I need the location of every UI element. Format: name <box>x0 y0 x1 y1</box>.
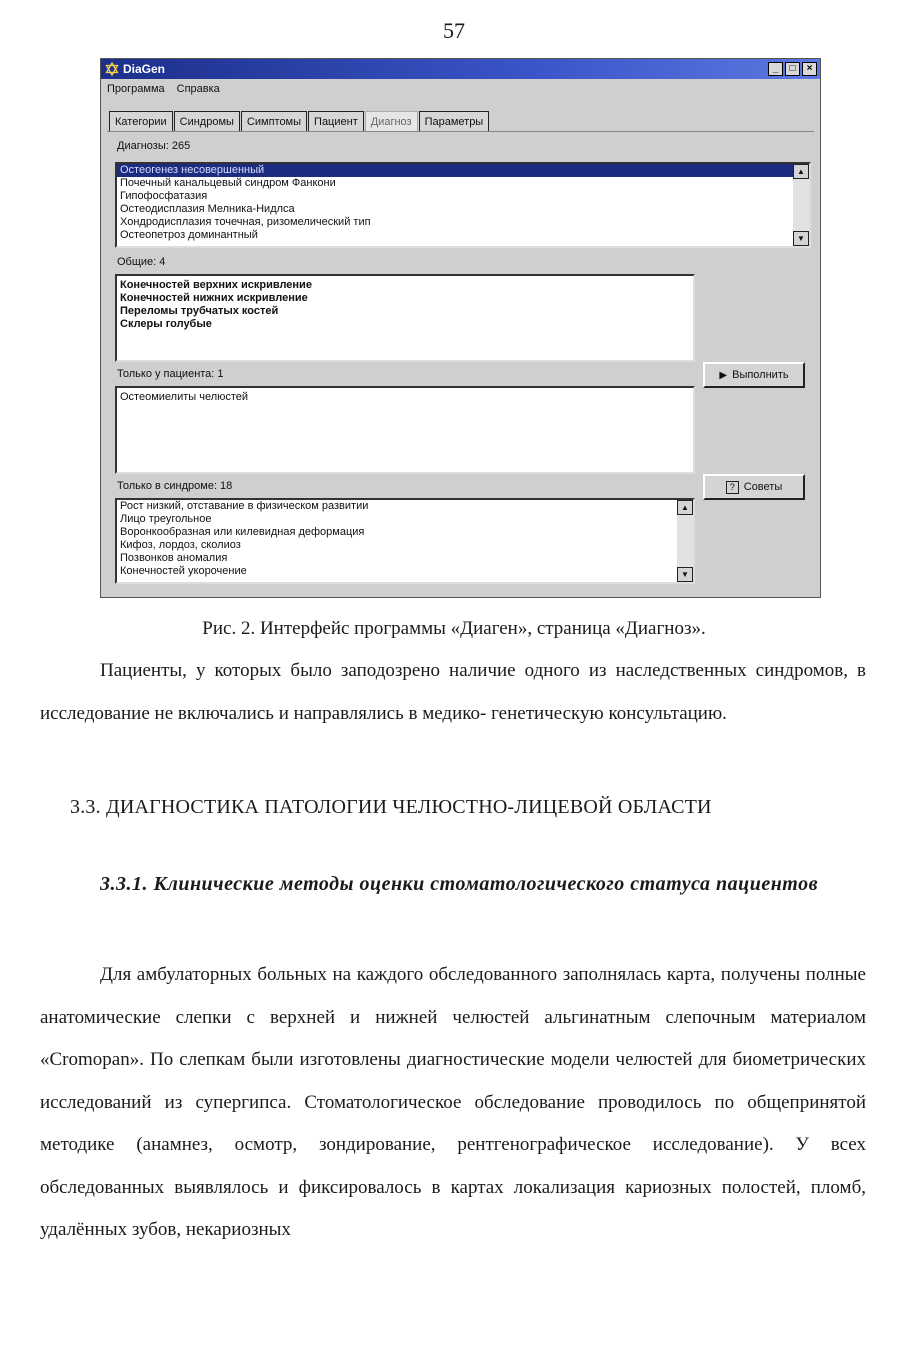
tab-syndromes[interactable]: Синдромы <box>174 111 240 132</box>
list-item[interactable]: Хондродисплазия точечная, ризомелический тип <box>120 216 371 228</box>
list-item[interactable]: Рост низкий, отставание в физическом развитии <box>120 500 369 512</box>
tab-categories[interactable]: Категории <box>109 111 173 132</box>
menu-bar <box>101 79 820 99</box>
diagnosis-pane <box>107 131 814 591</box>
list-item[interactable]: Переломы трубчатых костей <box>120 305 279 317</box>
list-item[interactable]: Почечный канальцевый синдром Фанкони <box>120 177 336 189</box>
page-number: 57 <box>443 18 465 43</box>
menu-program[interactable]: Программа <box>107 83 165 95</box>
subsection-heading: 3.3.1. Клинические методы оценки стоматологического статуса пациентов <box>100 873 819 895</box>
scroll-down-icon[interactable]: ▼ <box>793 231 809 246</box>
patient-only-label: Только у пациента: 1 <box>117 368 224 380</box>
tab-diagnosis[interactable]: Диагноз <box>365 111 418 132</box>
tab-patient[interactable]: Пациент <box>308 111 364 132</box>
scroll-up-icon[interactable]: ▲ <box>677 500 693 515</box>
play-icon: ▶ <box>719 369 728 381</box>
run-button[interactable] <box>703 362 805 388</box>
help-icon: ? <box>726 481 739 494</box>
diagen-window <box>100 58 821 598</box>
common-list[interactable] <box>115 274 695 362</box>
diagnoses-scrollbar[interactable] <box>793 164 809 246</box>
run-button-label: Выполнить <box>732 369 789 381</box>
tips-button[interactable] <box>703 474 805 500</box>
list-item[interactable]: Воронкообразная или килевидная деформация <box>120 526 365 538</box>
maximize-icon[interactable]: □ <box>785 62 800 76</box>
list-item[interactable]: Конечностей верхних искривление <box>120 279 312 291</box>
list-item[interactable]: Склеры голубые <box>120 318 212 330</box>
list-item[interactable]: Лицо треугольное <box>120 513 212 525</box>
list-item[interactable]: Остеопетроз доминантный <box>120 229 258 241</box>
diagnoses-label: Диагнозы: 265 <box>117 140 191 152</box>
syndrome-only-label: Только в синдроме: 18 <box>117 480 233 492</box>
close-icon[interactable]: × <box>802 62 817 76</box>
title-bar[interactable] <box>101 59 820 79</box>
list-item[interactable]: Остеодисплазия Мелника-Нидлса <box>120 203 295 215</box>
figure-caption: Рис. 2. Интерфейс программы «Диаген», страница «Диагноз». <box>202 618 706 639</box>
syndrome-only-scrollbar[interactable] <box>677 500 693 582</box>
tab-parameters[interactable]: Параметры <box>419 111 490 132</box>
list-item[interactable]: Остеомиелиты челюстей <box>120 391 249 403</box>
minimize-icon[interactable]: _ <box>768 62 783 76</box>
list-item[interactable]: Конечностей укорочение <box>120 565 247 577</box>
window-title: DiaGen <box>123 62 166 76</box>
diagnoses-list[interactable] <box>115 162 811 248</box>
syndrome-only-list[interactable] <box>115 498 695 584</box>
menu-help[interactable]: Справка <box>176 83 220 95</box>
tab-strip <box>109 111 490 132</box>
tips-button-label: Советы <box>743 481 783 493</box>
common-label: Общие: 4 <box>117 256 166 268</box>
paragraph-1: Пациенты, у которых было заподозрено наличие одного из наследственных синдромов, в исследование не включались и направлялись в медико- генетическую консультацию. <box>40 660 866 724</box>
list-item[interactable]: Кифоз, лордоз, сколиоз <box>120 539 241 551</box>
patient-only-list[interactable] <box>115 386 695 474</box>
list-item[interactable]: Остеогенез несовершенный <box>117 164 809 177</box>
list-item[interactable]: Гипофосфатазия <box>120 190 208 202</box>
section-heading: 3.3. ДИАГНОСТИКА ПАТОЛОГИИ ЧЕЛЮСТНО-ЛИЦЕВОЙ ОБЛАСТИ <box>70 796 712 818</box>
scroll-down-icon[interactable]: ▼ <box>677 567 693 582</box>
list-item[interactable]: Конечностей нижних искривление <box>120 292 308 304</box>
list-item[interactable]: Позвонков аномалия <box>120 552 228 564</box>
paragraph-2: Для амбулаторных больных на каждого обследованного заполнялась карта, получены полные анатомические слепки с верхней и нижней челюстей альгинатным слепочным материалом «Cromopan». По слепкам были изготовлены диагностические модели челюстей для биометрических исследований из супергипса. Стоматологическое обследование проводилось по общепринятой методике (анамнез, осмотр, зондирование, рентгенографическое исследование). У всех обследованных выявлялось и фиксировалось в картах локализация кариозных полостей, пломб, удалённых зубов, некариозных <box>40 964 866 1240</box>
scroll-up-icon[interactable]: ▲ <box>793 164 809 179</box>
tab-symptoms[interactable]: Симптомы <box>241 111 307 132</box>
star-of-david-icon <box>105 62 119 76</box>
